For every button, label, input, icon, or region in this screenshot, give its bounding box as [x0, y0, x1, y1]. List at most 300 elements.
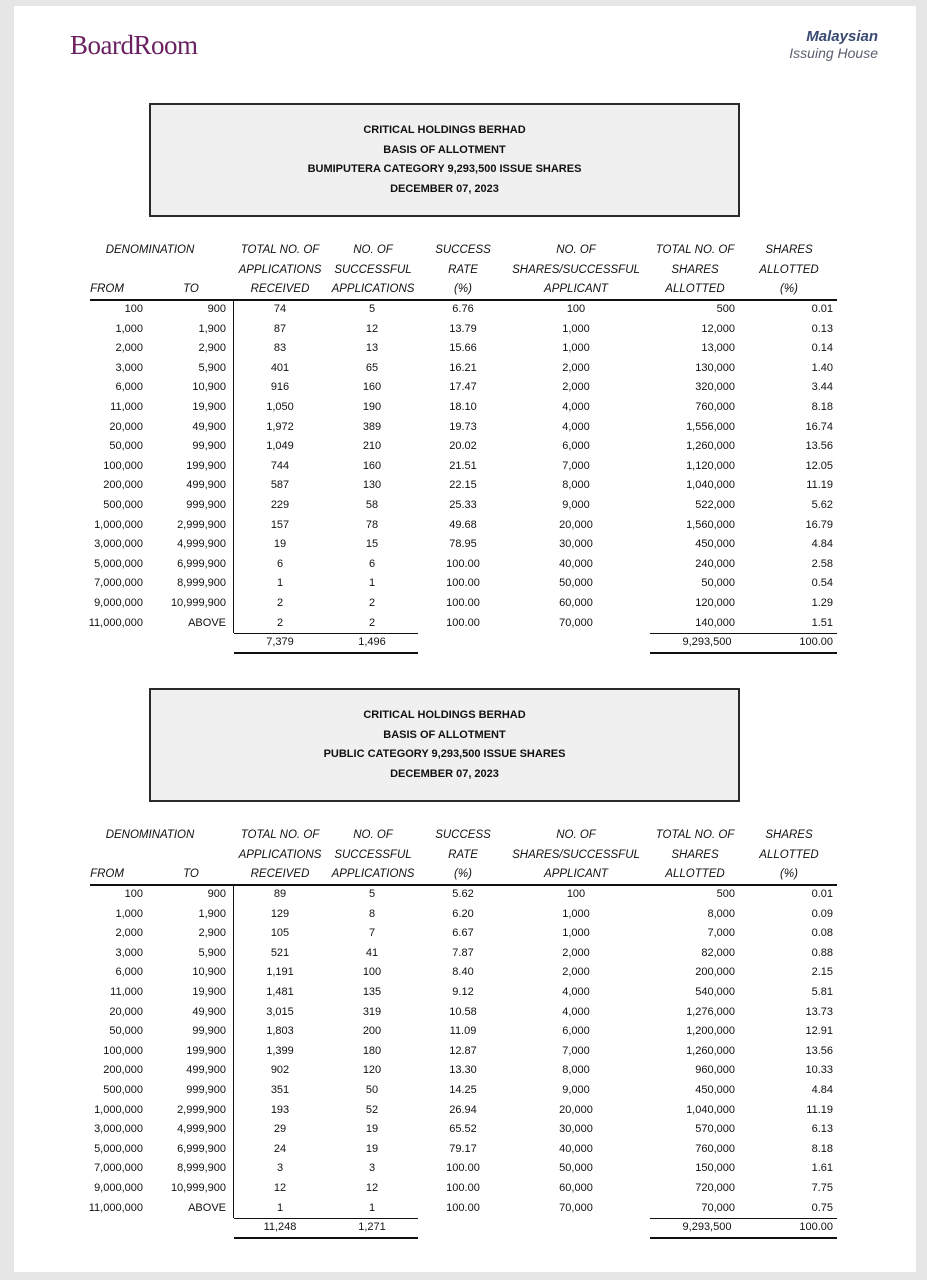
allotted-cell: 1,276,000: [686, 1005, 735, 1018]
from-cell: 50,000: [109, 1025, 143, 1038]
rate-cell: 10.58: [449, 1005, 477, 1018]
basis-title: BASIS OF ALLOTMENT: [383, 728, 506, 741]
to-cell: ABOVE: [188, 1201, 226, 1214]
per-applicant-cell: 4,000: [562, 986, 590, 998]
rate-cell: 100.00: [446, 1201, 480, 1214]
allotted-header-line: ALLOTTED: [665, 283, 725, 295]
to-cell: 4,999,900: [177, 538, 226, 551]
received-cell: 193: [270, 1103, 290, 1116]
pct-cell: 8.18: [811, 401, 833, 413]
table-row: [14, 924, 916, 944]
from-cell: 11,000: [110, 986, 143, 998]
successful-cell: 1: [368, 577, 376, 590]
successful-cell: 58: [365, 499, 379, 511]
from-cell: 1,000: [115, 907, 143, 920]
totals-row: [14, 1218, 916, 1238]
allotted-cell: 13,000: [701, 342, 735, 355]
pct-cell: 4.84: [811, 538, 833, 551]
rate-cell: 12.87: [449, 1044, 477, 1057]
total-successful: 1,271: [358, 1221, 386, 1234]
pct-cell: 3.44: [811, 381, 833, 394]
per-applicant-cell: 70,000: [559, 1201, 593, 1214]
pct-cell: 13.56: [805, 440, 833, 453]
received-header-line: TOTAL NO. OF: [240, 829, 320, 841]
logo-line-1: Malaysian: [806, 28, 878, 45]
to-cell: 19,900: [192, 401, 226, 413]
company-name: CRITICAL HOLDINGS BERHAD: [363, 709, 526, 721]
per-applicant-header-line: NO. OF: [556, 829, 596, 841]
rate-cell: 14.25: [449, 1084, 477, 1096]
to-header: [176, 280, 206, 300]
allotted-header: [640, 826, 750, 885]
received-cell: 587: [270, 479, 290, 492]
rate-header-line: RATE: [448, 263, 478, 276]
total-allotted: 9,293,500: [682, 636, 732, 649]
rate-cell: 100.00: [446, 1182, 480, 1194]
per-applicant-cell: 70,000: [559, 616, 593, 629]
totals-row: [14, 633, 916, 653]
pct-cell: 0.01: [811, 888, 833, 900]
per-applicant-cell: 7,000: [562, 459, 590, 472]
from-header-line: FROM: [90, 283, 124, 295]
total-received: 11,248: [263, 1221, 297, 1234]
rate-cell: 100.00: [446, 577, 480, 590]
per-applicant-cell: 9,000: [562, 499, 590, 511]
allotted-cell: 570,000: [695, 1123, 735, 1136]
total-successful: 1,496: [358, 636, 386, 649]
per-applicant-cell: 50,000: [559, 1162, 593, 1175]
rate-cell: 15.66: [449, 342, 477, 355]
pct-cell: 1.29: [811, 597, 833, 609]
rate-cell: 17.47: [449, 381, 477, 394]
table-row: [14, 944, 916, 964]
pct-cell: 12.91: [805, 1025, 833, 1038]
from-cell: 7,000,000: [94, 1162, 143, 1175]
to-cell: 5,900: [198, 361, 226, 374]
to-cell: 5,900: [198, 946, 226, 959]
pct-cell: 1.61: [811, 1162, 833, 1175]
pct-cell: 4.84: [811, 1084, 833, 1096]
pct-cell: 0.09: [811, 907, 833, 920]
received-cell: 2: [276, 616, 284, 629]
received-cell: 83: [273, 342, 287, 355]
allotted-cell: 7,000: [707, 927, 735, 940]
rate-cell: 100.00: [446, 557, 480, 570]
successful-cell: 19: [365, 1123, 379, 1136]
allotted-cell: 1,040,000: [686, 479, 735, 492]
pct-cell: 0.75: [811, 1201, 833, 1214]
successful-cell: 15: [365, 538, 379, 551]
per-applicant-cell: 1,000: [562, 927, 590, 940]
rate-cell: 65.52: [449, 1123, 477, 1136]
received-cell: 3,015: [266, 1005, 294, 1018]
rate-cell: 100.00: [446, 616, 480, 629]
successful-cell: 12: [365, 322, 379, 335]
received-cell: 1,191: [266, 966, 294, 979]
to-cell: 49,900: [192, 420, 226, 433]
from-cell: 9,000,000: [94, 597, 143, 609]
successful-cell: 12: [365, 1182, 379, 1194]
per-applicant-cell: 20,000: [559, 518, 593, 531]
table-row: [14, 1061, 916, 1081]
pct-cell: 0.08: [811, 927, 833, 940]
successful-cell: 160: [362, 459, 382, 472]
successful-cell: 13: [365, 342, 379, 355]
pct-cell: 16.79: [805, 518, 833, 531]
rate-cell: 25.33: [449, 499, 477, 511]
table-row: [14, 300, 916, 320]
received-header-line: RECEIVED: [250, 283, 310, 295]
successful-cell: 78: [365, 518, 379, 531]
per-applicant-cell: 4,000: [562, 401, 590, 413]
received-cell: 1,399: [266, 1044, 294, 1057]
successful-cell: 210: [362, 440, 382, 453]
received-cell: 3: [276, 1162, 284, 1175]
received-cell: 229: [270, 499, 290, 511]
successful-cell: 1: [368, 1201, 376, 1214]
pct-cell: 16.74: [805, 420, 833, 433]
pct-cell: 2.15: [811, 966, 833, 979]
from-cell: 11,000,000: [88, 1201, 143, 1214]
received-header-line: APPLICATIONS: [238, 848, 322, 861]
allotment-date: DECEMBER 07, 2023: [390, 767, 499, 780]
allotted-cell: 540,000: [695, 986, 735, 998]
rate-cell: 9.12: [452, 986, 474, 998]
successful-cell: 319: [362, 1005, 382, 1018]
successful-cell: 135: [362, 986, 382, 998]
per-applicant-cell: 6,000: [562, 1025, 590, 1038]
pct-cell: 11.19: [806, 479, 833, 492]
rate-cell: 26.94: [449, 1103, 477, 1116]
from-cell: 100: [124, 303, 143, 315]
malaysian-issuing-house-logo: [789, 28, 878, 61]
successful-cell: 130: [362, 479, 382, 492]
pct-header-line: (%): [780, 868, 798, 880]
allotted-header-line: SHARES: [671, 263, 719, 276]
successful-header: [318, 826, 428, 885]
from-cell: 100: [124, 888, 143, 900]
table-row: [14, 378, 916, 398]
from-cell: 3,000,000: [94, 538, 143, 551]
rate-cell: 79.17: [449, 1142, 477, 1155]
received-cell: 401: [270, 361, 290, 374]
allotted-cell: 130,000: [695, 361, 735, 374]
rate-cell: 13.30: [449, 1064, 477, 1077]
to-cell: 900: [207, 303, 226, 315]
table-row: [14, 1101, 916, 1121]
received-cell: 1,049: [266, 440, 294, 453]
allotted-cell: 450,000: [695, 538, 735, 551]
successful-cell: 2: [368, 616, 376, 629]
table-row: [14, 885, 916, 905]
successful-cell: 3: [368, 1162, 376, 1175]
to-cell: 10,900: [192, 966, 226, 979]
per-applicant-cell: 60,000: [559, 597, 593, 609]
received-cell: 29: [273, 1123, 287, 1136]
to-cell: 4,999,900: [177, 1123, 226, 1136]
total-pct: 100.00: [799, 636, 833, 649]
allotted-header: [640, 241, 750, 300]
rate-header-line: SUCCESS: [435, 244, 491, 256]
rate-header-line: SUCCESS: [435, 829, 491, 841]
allotted-cell: 500: [716, 303, 735, 315]
successful-cell: 50: [365, 1084, 379, 1096]
allotted-cell: 120,000: [695, 597, 735, 609]
table-row: [14, 905, 916, 925]
successful-cell: 6: [368, 557, 376, 570]
per-applicant-cell: 2,000: [562, 966, 590, 979]
allotted-cell: 960,000: [695, 1064, 735, 1077]
received-cell: 12: [273, 1182, 287, 1194]
to-cell: 499,900: [186, 1064, 226, 1077]
rate-cell: 20.02: [449, 440, 477, 453]
denomination-header-line: DENOMINATION: [105, 829, 195, 841]
table-row: [14, 1003, 916, 1023]
from-cell: 11,000: [110, 401, 143, 413]
pct-cell: 0.14: [811, 342, 833, 355]
rate-cell: 13.79: [449, 322, 477, 335]
successful-header-line: SUCCESSFUL: [334, 848, 412, 861]
received-cell: 1,481: [266, 986, 294, 998]
category-title: PUBLIC CATEGORY 9,293,500 ISSUE SHARES: [323, 748, 566, 760]
to-cell: 10,900: [192, 381, 226, 394]
per-applicant-cell: 6,000: [562, 440, 590, 453]
per-applicant-cell: 2,000: [562, 361, 590, 374]
received-cell: 19: [273, 538, 287, 551]
company-name: CRITICAL HOLDINGS BERHAD: [363, 124, 526, 136]
title-box: [149, 688, 740, 802]
table-row: [14, 320, 916, 340]
from-header: [87, 865, 127, 885]
per-applicant-cell: 40,000: [559, 557, 593, 570]
received-cell: 1,803: [266, 1025, 294, 1038]
from-cell: 7,000,000: [94, 577, 143, 590]
allotment-date: DECEMBER 07, 2023: [390, 182, 499, 195]
rate-header-line: RATE: [448, 848, 478, 861]
received-header-line: APPLICATIONS: [238, 263, 322, 276]
rate-cell: 18.10: [449, 401, 477, 413]
to-cell: 999,900: [186, 499, 226, 511]
table-row: [14, 1159, 916, 1179]
per-applicant-header-line: SHARES/SUCCESSFUL: [512, 263, 640, 276]
from-cell: 100,000: [103, 1044, 143, 1057]
rate-cell: 78.95: [449, 538, 477, 551]
allotted-cell: 70,000: [701, 1201, 735, 1214]
from-cell: 6,000: [115, 381, 143, 394]
pct-cell: 7.75: [811, 1182, 833, 1194]
from-cell: 50,000: [109, 440, 143, 453]
allotted-cell: 1,040,000: [686, 1103, 735, 1116]
pct-header-line: ALLOTTED: [759, 263, 819, 276]
to-cell: 19,900: [192, 986, 226, 998]
pct-cell: 10.33: [805, 1064, 833, 1077]
rate-cell: 22.15: [449, 479, 477, 492]
per-applicant-header-line: NO. OF: [556, 244, 596, 256]
title-box: [149, 103, 740, 217]
denomination-header-line: DENOMINATION: [105, 244, 195, 256]
per-applicant-header-line: SHARES/SUCCESSFUL: [512, 848, 640, 861]
allotted-cell: 1,556,000: [686, 420, 735, 433]
to-cell: 8,999,900: [177, 577, 226, 590]
to-cell: 2,900: [198, 927, 226, 940]
successful-header-line: SUCCESSFUL: [334, 263, 412, 276]
table-row: [14, 1179, 916, 1199]
successful-header-line: APPLICATIONS: [331, 283, 415, 295]
pct-cell: 11.19: [806, 1103, 833, 1116]
received-cell: 1,050: [266, 401, 294, 413]
received-cell: 129: [270, 907, 290, 920]
per-applicant-header-line: APPLICANT: [544, 868, 608, 880]
total-received: 7,379: [266, 636, 294, 649]
received-cell: 24: [273, 1142, 287, 1155]
received-cell: 1: [276, 1201, 284, 1214]
basis-title: BASIS OF ALLOTMENT: [383, 143, 506, 156]
received-cell: 351: [270, 1084, 290, 1096]
successful-cell: 5: [368, 888, 376, 900]
table-row: [14, 1140, 916, 1160]
rate-cell: 6.20: [452, 907, 474, 920]
per-applicant-cell: 100: [566, 888, 586, 900]
document-page: [14, 6, 916, 1272]
per-applicant-cell: 30,000: [559, 538, 593, 551]
table-row: [14, 1022, 916, 1042]
successful-cell: 190: [362, 401, 382, 413]
per-applicant-cell: 100: [566, 303, 586, 315]
received-cell: 74: [273, 303, 287, 315]
total-allotted: 9,293,500: [682, 1221, 732, 1234]
allotted-cell: 1,120,000: [686, 459, 735, 472]
rate-header: [423, 826, 503, 885]
successful-cell: 120: [362, 1064, 382, 1077]
to-cell: 900: [207, 888, 226, 900]
to-header-line: TO: [183, 283, 199, 295]
allotted-header-line: TOTAL NO. OF: [655, 829, 735, 841]
successful-cell: 41: [365, 946, 379, 959]
allotted-cell: 150,000: [695, 1162, 735, 1175]
per-applicant-cell: 8,000: [562, 1064, 590, 1077]
allotted-cell: 760,000: [695, 401, 735, 413]
received-cell: 89: [273, 888, 287, 900]
from-cell: 1,000: [115, 322, 143, 335]
per-applicant-cell: 1,000: [562, 907, 590, 920]
rate-cell: 21.51: [449, 459, 477, 472]
table-row: [14, 359, 916, 379]
per-applicant-cell: 40,000: [559, 1142, 593, 1155]
pct-cell: 13.56: [805, 1044, 833, 1057]
table-row: [14, 476, 916, 496]
rate-header-line: (%): [454, 868, 472, 880]
to-cell: 1,900: [198, 907, 226, 920]
per-applicant-cell: 30,000: [559, 1123, 593, 1136]
rate-cell: 11.09: [449, 1025, 477, 1038]
from-cell: 5,000,000: [94, 557, 143, 570]
rate-cell: 6.67: [452, 927, 474, 940]
per-applicant-cell: 20,000: [559, 1103, 593, 1116]
allotted-cell: 240,000: [695, 557, 735, 570]
received-cell: 1,972: [266, 420, 294, 433]
allotted-cell: 50,000: [701, 577, 735, 590]
to-cell: 199,900: [186, 459, 226, 472]
rate-cell: 100.00: [446, 1162, 480, 1175]
to-header-line: TO: [183, 868, 199, 880]
allotted-cell: 760,000: [695, 1142, 735, 1155]
rate-cell: 49.68: [449, 518, 477, 531]
successful-cell: 52: [365, 1103, 379, 1116]
from-cell: 11,000,000: [88, 616, 143, 629]
table-row: [14, 1081, 916, 1101]
pct-header-line: (%): [780, 283, 798, 295]
to-cell: 6,999,900: [177, 1142, 226, 1155]
successful-cell: 8: [368, 907, 376, 920]
received-cell: 1: [276, 577, 284, 590]
pct-cell: 13.73: [805, 1005, 833, 1018]
pct-cell: 2.58: [811, 557, 833, 570]
table-row: [14, 398, 916, 418]
per-applicant-header: [501, 241, 651, 300]
rate-cell: 7.87: [452, 946, 474, 959]
table-row: [14, 555, 916, 575]
to-cell: 1,900: [198, 322, 226, 335]
rate-cell: 8.40: [452, 966, 474, 979]
boardroom-logo: BoardRoom: [70, 30, 198, 60]
to-cell: 49,900: [192, 1005, 226, 1018]
category-title: BUMIPUTERA CATEGORY 9,293,500 ISSUE SHARES: [307, 163, 582, 175]
allotted-header-line: SHARES: [671, 848, 719, 861]
to-cell: 2,999,900: [177, 1103, 226, 1116]
table-row: [14, 437, 916, 457]
to-cell: 499,900: [186, 479, 226, 492]
table-row: [14, 574, 916, 594]
to-cell: 99,900: [192, 1025, 226, 1038]
successful-header: [318, 241, 428, 300]
pct-cell: 5.81: [811, 986, 833, 998]
received-cell: 6: [276, 557, 284, 570]
allotted-cell: 1,560,000: [686, 518, 735, 531]
per-applicant-cell: 1,000: [562, 342, 590, 355]
pct-header: [744, 826, 834, 885]
rate-cell: 19.73: [449, 420, 477, 433]
rate-cell: 100.00: [446, 597, 480, 609]
from-cell: 200,000: [103, 479, 143, 492]
successful-cell: 100: [362, 966, 382, 979]
pct-header-line: SHARES: [765, 829, 813, 841]
successful-cell: 160: [362, 381, 382, 394]
total-pct: 100.00: [799, 1221, 833, 1234]
pct-cell: 12.05: [805, 459, 833, 472]
table-row: [14, 614, 916, 634]
from-cell: 2,000: [115, 342, 143, 355]
received-cell: 105: [270, 927, 290, 940]
allotted-cell: 200,000: [695, 966, 735, 979]
allotted-cell: 522,000: [695, 499, 735, 511]
logo-line-2: Issuing House: [789, 45, 878, 61]
per-applicant-cell: 9,000: [562, 1084, 590, 1096]
to-cell: 6,999,900: [177, 557, 226, 570]
received-header-line: RECEIVED: [250, 868, 310, 880]
to-cell: 999,900: [186, 1084, 226, 1096]
pct-header-line: SHARES: [765, 244, 813, 256]
table-row: [14, 1042, 916, 1062]
denomination-header: [80, 826, 220, 846]
allotted-cell: 1,200,000: [686, 1025, 735, 1038]
table-row: [14, 963, 916, 983]
pct-cell: 0.54: [811, 577, 833, 590]
per-applicant-cell: 60,000: [559, 1182, 593, 1194]
received-cell: 744: [270, 459, 290, 472]
from-header-line: FROM: [90, 868, 124, 880]
pct-cell: 0.88: [811, 946, 833, 959]
received-cell: 87: [273, 322, 287, 335]
